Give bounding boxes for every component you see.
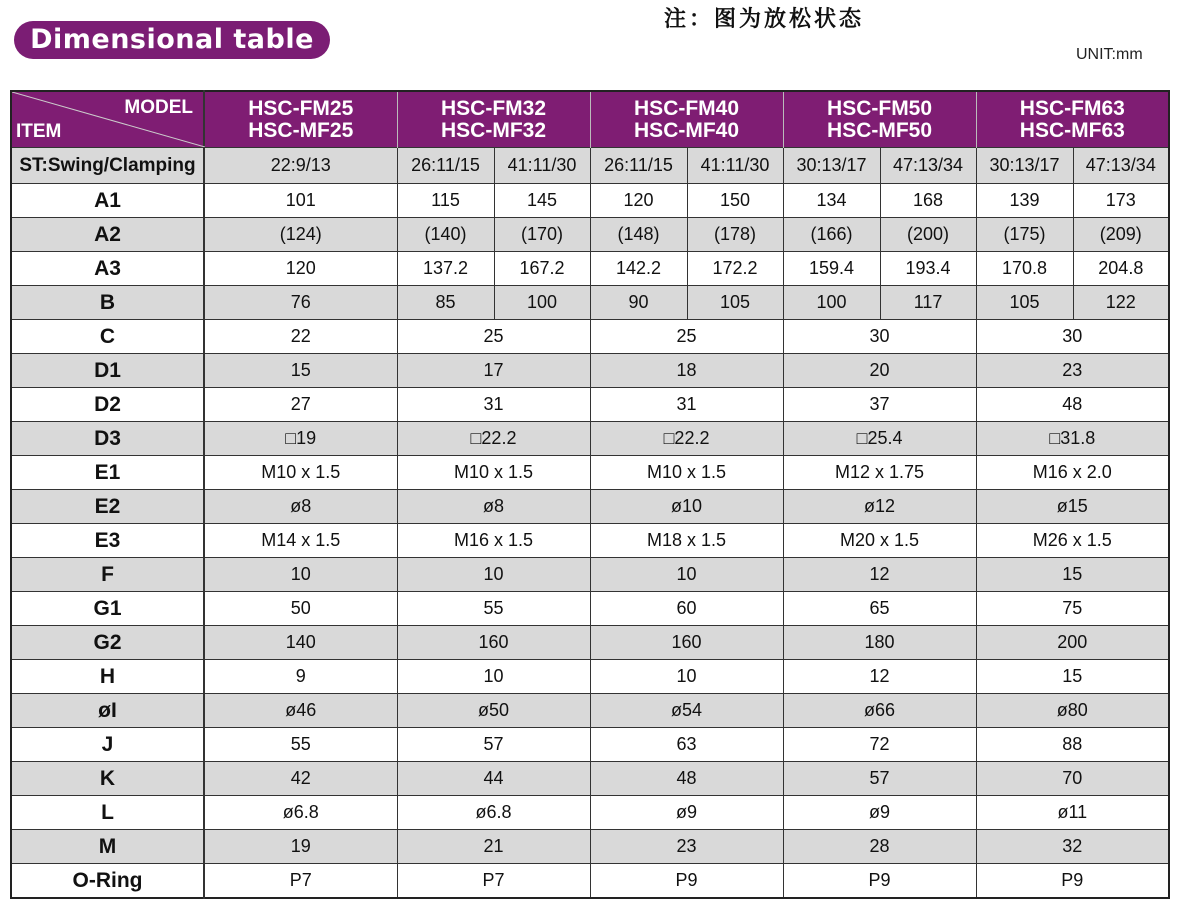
table-cell: 134: [783, 184, 880, 218]
row-label: E3: [11, 524, 204, 558]
table-cell: 15: [976, 660, 1169, 694]
page-title: Dimensional table: [14, 21, 330, 59]
table-row: [11, 252, 1169, 286]
table-cell: P9: [976, 864, 1169, 899]
table-cell: ø15: [976, 490, 1169, 524]
table-cell: 41:11/30: [494, 148, 590, 184]
table-cell: M16 x 1.5: [397, 524, 590, 558]
model-line1: HSC-FM32: [441, 96, 547, 120]
row-label: F: [11, 558, 204, 592]
table-cell: 19: [204, 830, 397, 864]
table-row: [11, 796, 1169, 830]
table-row: [11, 660, 1169, 694]
row-label: E1: [11, 456, 204, 490]
table-cell: 122: [1073, 286, 1169, 320]
model-line1: HSC-FM63: [1019, 96, 1125, 120]
table-cell: 115: [397, 184, 494, 218]
row-label: D2: [11, 388, 204, 422]
row-label: C: [11, 320, 204, 354]
table-cell: P9: [590, 864, 783, 899]
table-cell: 30:13/17: [976, 148, 1073, 184]
table-cell: 15: [204, 354, 397, 388]
table-cell: (170): [494, 218, 590, 252]
table-cell: □25.4: [783, 422, 976, 456]
table-cell: 20: [783, 354, 976, 388]
table-cell: 37: [783, 388, 976, 422]
table-cell: 60: [590, 592, 783, 626]
table-cell: 47:13/34: [1073, 148, 1169, 184]
table-cell: ø10: [590, 490, 783, 524]
row-label: O-Ring: [11, 864, 204, 899]
unit-label: UNIT:mm: [1076, 46, 1143, 63]
table-cell: ø46: [204, 694, 397, 728]
table-cell: 9: [204, 660, 397, 694]
table-cell: ø6.8: [397, 796, 590, 830]
table-cell: (178): [687, 218, 783, 252]
table-cell: (166): [783, 218, 880, 252]
row-label: A3: [11, 252, 204, 286]
table-cell: 160: [397, 626, 590, 660]
table-cell: 140: [204, 626, 397, 660]
model-line1: HSC-FM25: [248, 96, 354, 120]
table-cell: 12: [783, 558, 976, 592]
table-cell: ø6.8: [204, 796, 397, 830]
table-row: [11, 354, 1169, 388]
table-row: [11, 762, 1169, 796]
table-cell: 200: [976, 626, 1169, 660]
table-cell: □19: [204, 422, 397, 456]
table-cell: 31: [397, 388, 590, 422]
table-cell: P7: [204, 864, 397, 899]
table-cell: (124): [204, 218, 397, 252]
table-cell: 100: [494, 286, 590, 320]
table-cell: 75: [976, 592, 1169, 626]
table-cell: (200): [880, 218, 976, 252]
row-label: L: [11, 796, 204, 830]
table-cell: 27: [204, 388, 397, 422]
table-cell: P7: [397, 864, 590, 899]
table-cell: 160: [590, 626, 783, 660]
table-cell: 117: [880, 286, 976, 320]
table-cell: 10: [590, 558, 783, 592]
table-cell: 63: [590, 728, 783, 762]
table-row: [11, 320, 1169, 354]
table-cell: ø50: [397, 694, 590, 728]
model-line1: HSC-FM40: [634, 96, 740, 120]
table-cell: M14 x 1.5: [204, 524, 397, 558]
table-cell: 172.2: [687, 252, 783, 286]
row-label: G1: [11, 592, 204, 626]
table-cell: 21: [397, 830, 590, 864]
table-cell: ø8: [397, 490, 590, 524]
row-label: B: [11, 286, 204, 320]
table-cell: 18: [590, 354, 783, 388]
table-row: [11, 490, 1169, 524]
table-cell: M20 x 1.5: [783, 524, 976, 558]
table-cell: 22:9/13: [204, 148, 397, 184]
table-cell: ø80: [976, 694, 1169, 728]
header-row: [11, 91, 1169, 148]
table-cell: 26:11/15: [397, 148, 494, 184]
table-cell: 17: [397, 354, 590, 388]
st-row: [11, 148, 1169, 184]
table-cell: 10: [397, 558, 590, 592]
row-label: D3: [11, 422, 204, 456]
table-cell: 48: [976, 388, 1169, 422]
table-cell: 47:13/34: [880, 148, 976, 184]
table-cell: 10: [397, 660, 590, 694]
table-row: [11, 694, 1169, 728]
table-cell: 137.2: [397, 252, 494, 286]
table-cell: 139: [976, 184, 1073, 218]
table-cell: □31.8: [976, 422, 1169, 456]
table-cell: (148): [590, 218, 687, 252]
table-cell: 30: [783, 320, 976, 354]
table-cell: 70: [976, 762, 1169, 796]
table-cell: □22.2: [397, 422, 590, 456]
table-cell: ø9: [590, 796, 783, 830]
table-cell: 30: [976, 320, 1169, 354]
table-cell: 15: [976, 558, 1169, 592]
model-header-3: [783, 91, 976, 148]
table-cell: 23: [590, 830, 783, 864]
model-line2: HSC-MF25: [248, 118, 354, 142]
table-cell: M16 x 2.0: [976, 456, 1169, 490]
table-cell: 120: [590, 184, 687, 218]
table-cell: 88: [976, 728, 1169, 762]
corner-item-label: ITEM: [16, 121, 62, 142]
table-cell: 168: [880, 184, 976, 218]
note-text: 注：图为放松状态: [664, 7, 865, 32]
table-cell: 31: [590, 388, 783, 422]
model-header-0: [204, 91, 397, 148]
table-body: [11, 91, 1169, 898]
table-row: [11, 456, 1169, 490]
model-line2: HSC-MF40: [634, 118, 740, 142]
table-cell: 120: [204, 252, 397, 286]
table-row: [11, 286, 1169, 320]
table-cell: ø12: [783, 490, 976, 524]
table-cell: 10: [590, 660, 783, 694]
table-row: [11, 626, 1169, 660]
table-cell: 90: [590, 286, 687, 320]
table-row: [11, 184, 1169, 218]
table-cell: 41:11/30: [687, 148, 783, 184]
table-cell: 105: [976, 286, 1073, 320]
table-cell: 10: [204, 558, 397, 592]
table-cell: 105: [687, 286, 783, 320]
table-cell: M26 x 1.5: [976, 524, 1169, 558]
table-cell: 167.2: [494, 252, 590, 286]
table-cell: 22: [204, 320, 397, 354]
table-cell: 180: [783, 626, 976, 660]
table-cell: 23: [976, 354, 1169, 388]
table-cell: 32: [976, 830, 1169, 864]
table-cell: □22.2: [590, 422, 783, 456]
table-cell: 44: [397, 762, 590, 796]
table-cell: 12: [783, 660, 976, 694]
table-row: [11, 592, 1169, 626]
dimensional-table: [10, 90, 1170, 899]
row-label: ST:Swing/Clamping: [11, 148, 204, 184]
table-cell: ø54: [590, 694, 783, 728]
table-cell: ø9: [783, 796, 976, 830]
row-label: øI: [11, 694, 204, 728]
table-cell: ø66: [783, 694, 976, 728]
table-cell: M10 x 1.5: [204, 456, 397, 490]
table-cell: 50: [204, 592, 397, 626]
row-label: E2: [11, 490, 204, 524]
corner-cell: [11, 91, 204, 148]
table-cell: 42: [204, 762, 397, 796]
table-cell: M10 x 1.5: [590, 456, 783, 490]
model-line2: HSC-MF63: [1019, 118, 1125, 142]
table-cell: (175): [976, 218, 1073, 252]
table-row: [11, 830, 1169, 864]
row-label: A1: [11, 184, 204, 218]
table-cell: 55: [397, 592, 590, 626]
model-line2: HSC-MF50: [827, 118, 933, 142]
table-cell: 72: [783, 728, 976, 762]
table-cell: 101: [204, 184, 397, 218]
table-cell: M18 x 1.5: [590, 524, 783, 558]
table-cell: ø8: [204, 490, 397, 524]
table-cell: 145: [494, 184, 590, 218]
table-row: [11, 728, 1169, 762]
table-cell: P9: [783, 864, 976, 899]
model-header-4: [976, 91, 1169, 148]
table-cell: 204.8: [1073, 252, 1169, 286]
table-row: [11, 864, 1169, 899]
table-cell: 159.4: [783, 252, 880, 286]
table-row: [11, 218, 1169, 252]
model-header-2: [590, 91, 783, 148]
table-cell: 193.4: [880, 252, 976, 286]
table-cell: 173: [1073, 184, 1169, 218]
table-cell: (209): [1073, 218, 1169, 252]
table-cell: 57: [397, 728, 590, 762]
table-cell: M10 x 1.5: [397, 456, 590, 490]
table-row: [11, 422, 1169, 456]
table-cell: M12 x 1.75: [783, 456, 976, 490]
table-cell: 28: [783, 830, 976, 864]
table-cell: 55: [204, 728, 397, 762]
model-line2: HSC-MF32: [441, 118, 547, 142]
row-label: D1: [11, 354, 204, 388]
table-cell: 85: [397, 286, 494, 320]
table-cell: ø11: [976, 796, 1169, 830]
row-label: A2: [11, 218, 204, 252]
table-cell: 25: [590, 320, 783, 354]
row-label: G2: [11, 626, 204, 660]
row-label: H: [11, 660, 204, 694]
table-cell: (140): [397, 218, 494, 252]
table-cell: 30:13/17: [783, 148, 880, 184]
corner-model-label: MODEL: [124, 97, 193, 118]
row-label: J: [11, 728, 204, 762]
table-cell: 25: [397, 320, 590, 354]
model-line1: HSC-FM50: [827, 96, 933, 120]
table-cell: 26:11/15: [590, 148, 687, 184]
table-cell: 57: [783, 762, 976, 796]
table-row: [11, 524, 1169, 558]
table-row: [11, 558, 1169, 592]
row-label: K: [11, 762, 204, 796]
row-label: M: [11, 830, 204, 864]
table-row: [11, 388, 1169, 422]
table-cell: 150: [687, 184, 783, 218]
table-cell: 100: [783, 286, 880, 320]
table-cell: 142.2: [590, 252, 687, 286]
table-cell: 76: [204, 286, 397, 320]
table-cell: 170.8: [976, 252, 1073, 286]
model-header-1: [397, 91, 590, 148]
table-cell: 48: [590, 762, 783, 796]
table-cell: 65: [783, 592, 976, 626]
